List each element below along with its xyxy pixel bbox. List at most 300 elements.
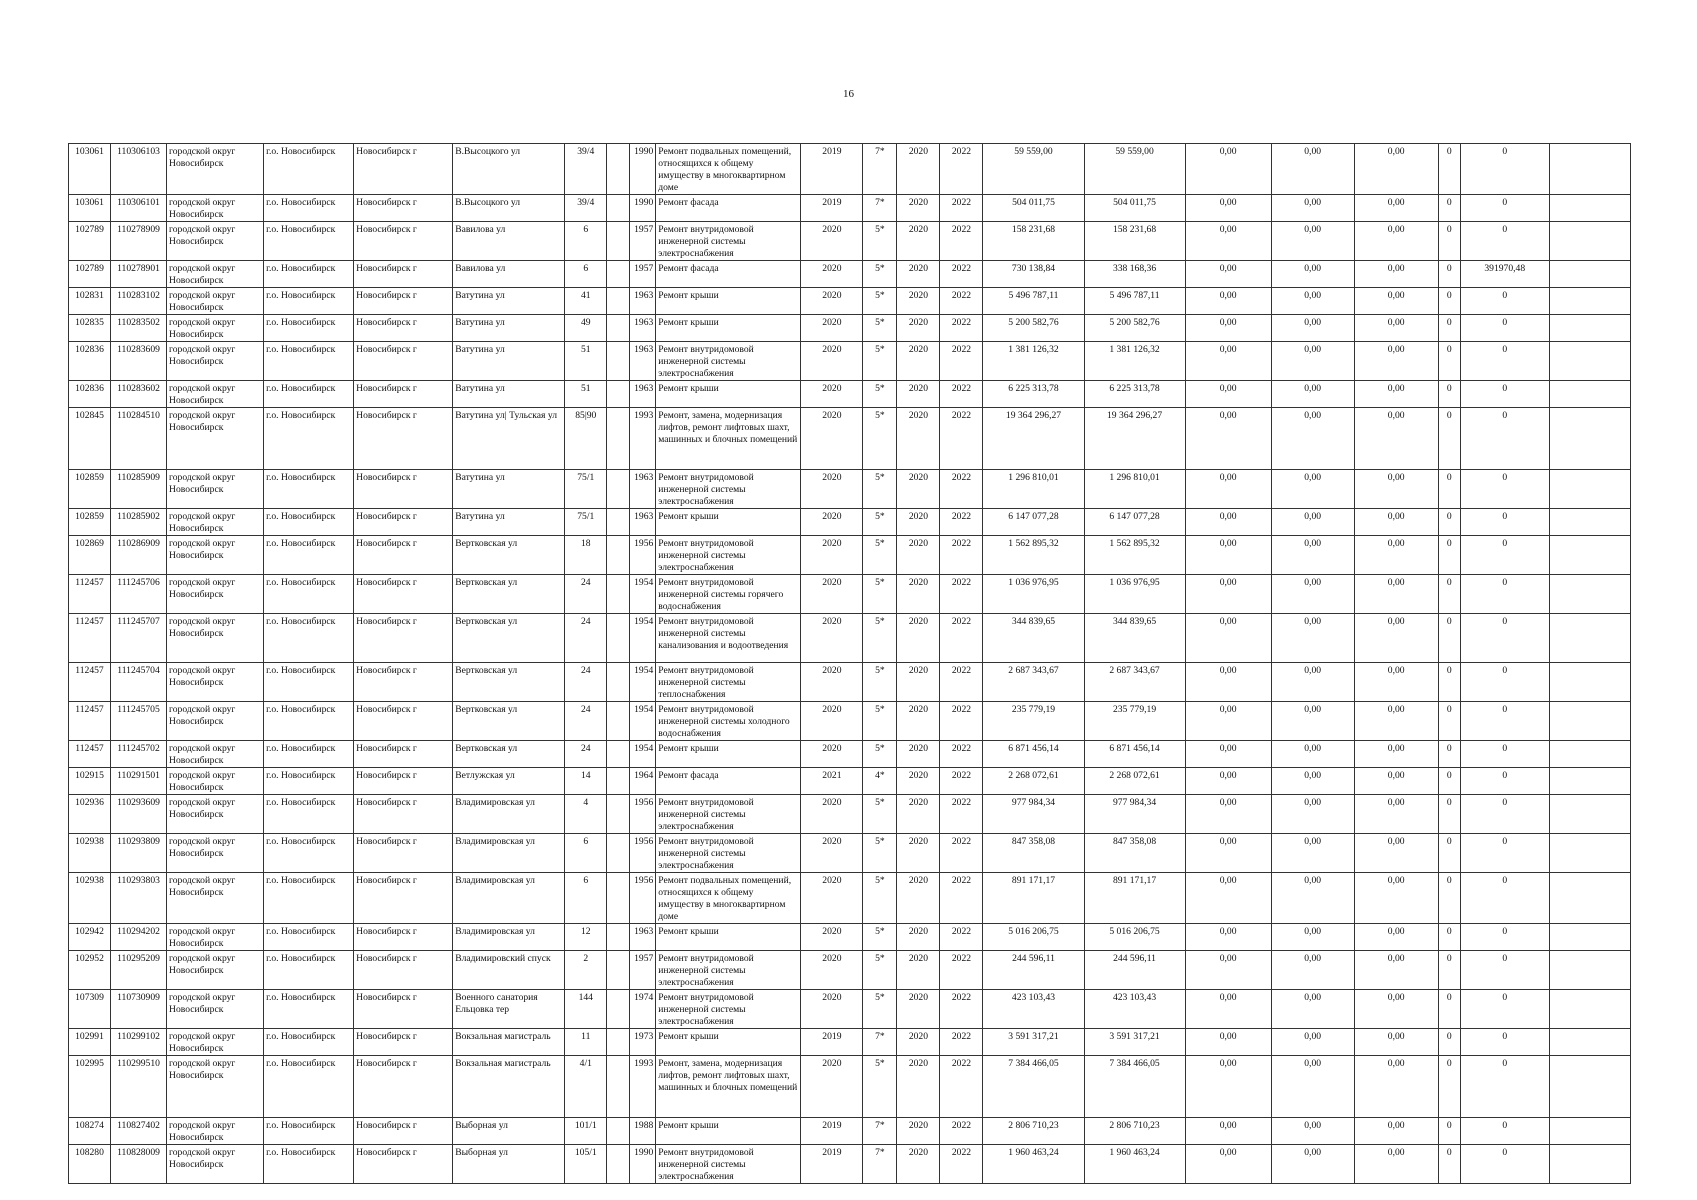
table-row bbox=[69, 509, 1631, 536]
cell-budget-federal: 0,00 bbox=[1185, 614, 1271, 663]
cell-year-built: 1954 bbox=[630, 575, 656, 614]
cell-fund-cost: 5 496 787,11 bbox=[1084, 288, 1185, 315]
cell-letter bbox=[607, 288, 630, 315]
cell-other-funds: 0 bbox=[1460, 663, 1549, 702]
cell-note bbox=[1549, 222, 1630, 261]
cell-work-type: Ремонт крыши bbox=[656, 1029, 801, 1056]
cell-municipal-district: г.о. Новосибирск bbox=[264, 795, 354, 834]
cell-municipal-district: г.о. Новосибирск bbox=[264, 222, 354, 261]
cell-note bbox=[1549, 470, 1630, 509]
cell-locality: Новосибирск г bbox=[354, 990, 453, 1029]
cell-start-year: 2020 bbox=[897, 614, 940, 663]
cell-house-id: 102938 bbox=[69, 834, 111, 873]
cell-fund-cost: 344 839,65 bbox=[1084, 614, 1185, 663]
cell-budget-regional: 0,00 bbox=[1271, 195, 1354, 222]
table-row bbox=[69, 144, 1631, 195]
cell-fund-cost: 977 984,34 bbox=[1084, 795, 1185, 834]
cell-municipality: городской округ Новосибирск bbox=[167, 408, 264, 470]
cell-work-type: Ремонт, замена, модернизация лифтов, ремонт лифтовых шахт, машинных и блочных помещений bbox=[656, 408, 801, 470]
cell-municipal-district: г.о. Новосибирск bbox=[264, 834, 354, 873]
cell-budget-regional: 0,00 bbox=[1271, 834, 1354, 873]
cell-fund-cost: 1 381 126,32 bbox=[1084, 342, 1185, 381]
cell-house-number: 2 bbox=[565, 951, 607, 990]
cell-category: 5* bbox=[863, 990, 897, 1029]
cell-budget-local: 0,00 bbox=[1354, 1029, 1438, 1056]
cell-end-year: 2022 bbox=[940, 663, 983, 702]
cell-budget-regional: 0,00 bbox=[1271, 1029, 1354, 1056]
cell-budget-regional: 0,00 bbox=[1271, 1145, 1354, 1184]
cell-note bbox=[1549, 509, 1630, 536]
cell-other-funds: 0 bbox=[1460, 381, 1549, 408]
cell-work-type: Ремонт внутридомовой инженерной системы электроснабжения bbox=[656, 795, 801, 834]
table-row bbox=[69, 195, 1631, 222]
cell-budget-local: 0,00 bbox=[1354, 470, 1438, 509]
cell-work-id: 110295209 bbox=[111, 951, 167, 990]
cell-budget-federal: 0,00 bbox=[1185, 990, 1271, 1029]
cell-category: 5* bbox=[863, 663, 897, 702]
cell-house-id: 102789 bbox=[69, 222, 111, 261]
cell-street: Вертковская ул bbox=[453, 614, 565, 663]
cell-locality: Новосибирск г bbox=[354, 663, 453, 702]
cell-category: 5* bbox=[863, 614, 897, 663]
cell-year-built: 1990 bbox=[630, 1145, 656, 1184]
cell-house-number: 4 bbox=[565, 795, 607, 834]
cell-fund-cost: 7 384 466,05 bbox=[1084, 1056, 1185, 1118]
cell-end-year: 2022 bbox=[940, 575, 983, 614]
cell-work-type: Ремонт внутридомовой инженерной системы электроснабжения bbox=[656, 536, 801, 575]
cell-budget-regional: 0,00 bbox=[1271, 741, 1354, 768]
cell-note bbox=[1549, 195, 1630, 222]
cell-budget-local: 0,00 bbox=[1354, 768, 1438, 795]
cell-budget-regional: 0,00 bbox=[1271, 575, 1354, 614]
cell-work-type: Ремонт крыши bbox=[656, 924, 801, 951]
cell-year-built: 1973 bbox=[630, 1029, 656, 1056]
cell-fund-cost: 6 225 313,78 bbox=[1084, 381, 1185, 408]
cell-work-id: 110291501 bbox=[111, 768, 167, 795]
cell-other-funds: 0 bbox=[1460, 470, 1549, 509]
cell-budget-regional: 0,00 bbox=[1271, 990, 1354, 1029]
cell-budget-federal: 0,00 bbox=[1185, 795, 1271, 834]
cell-note bbox=[1549, 924, 1630, 951]
cell-note bbox=[1549, 261, 1630, 288]
cell-year-built: 1954 bbox=[630, 741, 656, 768]
cell-year-built: 1957 bbox=[630, 222, 656, 261]
table-row bbox=[69, 575, 1631, 614]
cell-year-built: 1963 bbox=[630, 381, 656, 408]
cell-work-id: 110293803 bbox=[111, 873, 167, 924]
cell-house-id: 102938 bbox=[69, 873, 111, 924]
table-row bbox=[69, 342, 1631, 381]
cell-budget-regional: 0,00 bbox=[1271, 924, 1354, 951]
cell-municipal-district: г.о. Новосибирск bbox=[264, 288, 354, 315]
cell-fund-cost: 423 103,43 bbox=[1084, 990, 1185, 1029]
cell-category: 5* bbox=[863, 924, 897, 951]
cell-municipal-district: г.о. Новосибирск bbox=[264, 381, 354, 408]
cell-note bbox=[1549, 951, 1630, 990]
cell-start-year: 2020 bbox=[897, 536, 940, 575]
cell-work-id: 110730909 bbox=[111, 990, 167, 1029]
cell-budget-local: 0,00 bbox=[1354, 924, 1438, 951]
cell-start-year: 2020 bbox=[897, 470, 940, 509]
cell-municipality: городской округ Новосибирск bbox=[167, 951, 264, 990]
cell-municipality: городской округ Новосибирск bbox=[167, 222, 264, 261]
cell-year-built: 1954 bbox=[630, 614, 656, 663]
cell-street: Вертковская ул bbox=[453, 536, 565, 575]
cell-house-number: 39/4 bbox=[565, 195, 607, 222]
cell-end-year: 2022 bbox=[940, 408, 983, 470]
table-row bbox=[69, 834, 1631, 873]
cell-other-funds: 0 bbox=[1460, 1118, 1549, 1145]
cell-work-type: Ремонт крыши bbox=[656, 315, 801, 342]
cell-street: Военного санатория Ельцовка тер bbox=[453, 990, 565, 1029]
cell-budget-federal: 0,00 bbox=[1185, 1118, 1271, 1145]
cell-work-id: 110285909 bbox=[111, 470, 167, 509]
cell-category: 7* bbox=[863, 1029, 897, 1056]
cell-street: Ватутина ул bbox=[453, 381, 565, 408]
cell-end-year: 2022 bbox=[940, 614, 983, 663]
cell-budget-regional: 0,00 bbox=[1271, 768, 1354, 795]
cell-street: В.Высоцкого ул bbox=[453, 195, 565, 222]
cell-letter bbox=[607, 990, 630, 1029]
cell-municipality: городской округ Новосибирск bbox=[167, 795, 264, 834]
cell-plan-year: 2020 bbox=[801, 990, 863, 1029]
cell-budget-local: 0,00 bbox=[1354, 575, 1438, 614]
cell-other-funds: 0 bbox=[1460, 741, 1549, 768]
cell-letter bbox=[607, 1118, 630, 1145]
table-row bbox=[69, 741, 1631, 768]
cell-work-type: Ремонт крыши bbox=[656, 741, 801, 768]
cell-end-year: 2022 bbox=[940, 315, 983, 342]
cell-start-year: 2020 bbox=[897, 381, 940, 408]
cell-total-cost: 1 296 810,01 bbox=[983, 470, 1084, 509]
cell-municipality: городской округ Новосибирск bbox=[167, 536, 264, 575]
cell-total-cost: 847 358,08 bbox=[983, 834, 1084, 873]
cell-budget-regional: 0,00 bbox=[1271, 702, 1354, 741]
cell-start-year: 2020 bbox=[897, 834, 940, 873]
cell-work-id: 110293609 bbox=[111, 795, 167, 834]
cell-work-id: 110294202 bbox=[111, 924, 167, 951]
cell-total-cost: 977 984,34 bbox=[983, 795, 1084, 834]
cell-work-id: 110278909 bbox=[111, 222, 167, 261]
cell-house-id: 102991 bbox=[69, 1029, 111, 1056]
cell-locality: Новосибирск г bbox=[354, 924, 453, 951]
cell-plan-year: 2021 bbox=[801, 768, 863, 795]
cell-budget-federal: 0,00 bbox=[1185, 261, 1271, 288]
cell-work-type: Ремонт внутридомовой инженерной системы электроснабжения bbox=[656, 990, 801, 1029]
cell-total-cost: 19 364 296,27 bbox=[983, 408, 1084, 470]
cell-municipality: городской округ Новосибирск bbox=[167, 834, 264, 873]
cell-other-funds: 0 bbox=[1460, 795, 1549, 834]
cell-category: 5* bbox=[863, 470, 897, 509]
cell-house-number: 49 bbox=[565, 315, 607, 342]
cell-year-built: 1964 bbox=[630, 768, 656, 795]
cell-municipality: городской округ Новосибирск bbox=[167, 1029, 264, 1056]
cell-budget-federal: 0,00 bbox=[1185, 575, 1271, 614]
cell-plan-year: 2020 bbox=[801, 1056, 863, 1118]
cell-owner-share: 0 bbox=[1438, 951, 1460, 990]
cell-house-number: 18 bbox=[565, 536, 607, 575]
cell-house-number: 12 bbox=[565, 924, 607, 951]
cell-year-built: 1957 bbox=[630, 261, 656, 288]
cell-plan-year: 2020 bbox=[801, 381, 863, 408]
cell-street: В.Высоцкого ул bbox=[453, 144, 565, 195]
cell-other-funds: 0 bbox=[1460, 834, 1549, 873]
cell-budget-regional: 0,00 bbox=[1271, 1118, 1354, 1145]
cell-work-type: Ремонт подвальных помещений, относящихся к общему имуществу в многоквартирном доме bbox=[656, 144, 801, 195]
cell-municipal-district: г.о. Новосибирск bbox=[264, 195, 354, 222]
cell-end-year: 2022 bbox=[940, 873, 983, 924]
cell-house-id: 112457 bbox=[69, 663, 111, 702]
cell-locality: Новосибирск г bbox=[354, 614, 453, 663]
cell-work-id: 110286909 bbox=[111, 536, 167, 575]
cell-year-built: 1963 bbox=[630, 342, 656, 381]
cell-locality: Новосибирск г bbox=[354, 702, 453, 741]
cell-owner-share: 0 bbox=[1438, 741, 1460, 768]
cell-year-built: 1990 bbox=[630, 144, 656, 195]
cell-other-funds: 0 bbox=[1460, 614, 1549, 663]
cell-municipal-district: г.о. Новосибирск bbox=[264, 741, 354, 768]
cell-locality: Новосибирск г bbox=[354, 834, 453, 873]
cell-start-year: 2020 bbox=[897, 315, 940, 342]
cell-plan-year: 2020 bbox=[801, 873, 863, 924]
cell-category: 7* bbox=[863, 195, 897, 222]
cell-total-cost: 6 225 313,78 bbox=[983, 381, 1084, 408]
cell-house-id: 102995 bbox=[69, 1056, 111, 1118]
cell-municipality: городской округ Новосибирск bbox=[167, 990, 264, 1029]
cell-locality: Новосибирск г bbox=[354, 1029, 453, 1056]
table-row bbox=[69, 702, 1631, 741]
cell-budget-regional: 0,00 bbox=[1271, 663, 1354, 702]
cell-locality: Новосибирск г bbox=[354, 795, 453, 834]
cell-locality: Новосибирск г bbox=[354, 315, 453, 342]
cell-budget-local: 0,00 bbox=[1354, 614, 1438, 663]
cell-year-built: 1963 bbox=[630, 924, 656, 951]
cell-budget-local: 0,00 bbox=[1354, 702, 1438, 741]
cell-street: Владимировская ул bbox=[453, 795, 565, 834]
cell-budget-federal: 0,00 bbox=[1185, 536, 1271, 575]
cell-house-id: 112457 bbox=[69, 614, 111, 663]
cell-fund-cost: 6 871 456,14 bbox=[1084, 741, 1185, 768]
cell-municipal-district: г.о. Новосибирск bbox=[264, 536, 354, 575]
cell-municipality: городской округ Новосибирск bbox=[167, 261, 264, 288]
cell-municipality: городской округ Новосибирск bbox=[167, 663, 264, 702]
cell-budget-local: 0,00 bbox=[1354, 222, 1438, 261]
cell-budget-regional: 0,00 bbox=[1271, 408, 1354, 470]
cell-other-funds: 0 bbox=[1460, 1029, 1549, 1056]
cell-plan-year: 2020 bbox=[801, 288, 863, 315]
cell-other-funds: 0 bbox=[1460, 1145, 1549, 1184]
cell-work-id: 110306103 bbox=[111, 144, 167, 195]
cell-budget-local: 0,00 bbox=[1354, 342, 1438, 381]
cell-owner-share: 0 bbox=[1438, 834, 1460, 873]
cell-letter bbox=[607, 536, 630, 575]
cell-municipal-district: г.о. Новосибирск bbox=[264, 768, 354, 795]
table-row bbox=[69, 315, 1631, 342]
cell-municipal-district: г.о. Новосибирск bbox=[264, 873, 354, 924]
cell-owner-share: 0 bbox=[1438, 702, 1460, 741]
cell-work-id: 110299102 bbox=[111, 1029, 167, 1056]
cell-other-funds: 0 bbox=[1460, 768, 1549, 795]
cell-fund-cost: 6 147 077,28 bbox=[1084, 509, 1185, 536]
cell-note bbox=[1549, 342, 1630, 381]
cell-note bbox=[1549, 1118, 1630, 1145]
cell-category: 5* bbox=[863, 408, 897, 470]
cell-municipal-district: г.о. Новосибирск bbox=[264, 702, 354, 741]
cell-owner-share: 0 bbox=[1438, 768, 1460, 795]
cell-budget-federal: 0,00 bbox=[1185, 288, 1271, 315]
cell-street: Ватутина ул bbox=[453, 509, 565, 536]
cell-total-cost: 5 016 206,75 bbox=[983, 924, 1084, 951]
cell-municipality: городской округ Новосибирск bbox=[167, 1056, 264, 1118]
cell-end-year: 2022 bbox=[940, 144, 983, 195]
cell-start-year: 2020 bbox=[897, 663, 940, 702]
cell-year-built: 1956 bbox=[630, 834, 656, 873]
cell-category: 7* bbox=[863, 1118, 897, 1145]
cell-budget-federal: 0,00 bbox=[1185, 195, 1271, 222]
cell-plan-year: 2019 bbox=[801, 1145, 863, 1184]
cell-owner-share: 0 bbox=[1438, 1056, 1460, 1118]
cell-category: 5* bbox=[863, 536, 897, 575]
cell-street: Ватутина ул| Тульская ул bbox=[453, 408, 565, 470]
cell-year-built: 1993 bbox=[630, 408, 656, 470]
cell-owner-share: 0 bbox=[1438, 470, 1460, 509]
cell-work-type: Ремонт фасада bbox=[656, 195, 801, 222]
cell-street: Ватутина ул bbox=[453, 315, 565, 342]
cell-other-funds: 391970,48 bbox=[1460, 261, 1549, 288]
cell-locality: Новосибирск г bbox=[354, 342, 453, 381]
cell-plan-year: 2019 bbox=[801, 144, 863, 195]
cell-end-year: 2022 bbox=[940, 1029, 983, 1056]
cell-budget-local: 0,00 bbox=[1354, 873, 1438, 924]
cell-total-cost: 1 562 895,32 bbox=[983, 536, 1084, 575]
cell-total-cost: 7 384 466,05 bbox=[983, 1056, 1084, 1118]
table-row bbox=[69, 614, 1631, 663]
cell-end-year: 2022 bbox=[940, 509, 983, 536]
cell-street: Вертковская ул bbox=[453, 575, 565, 614]
cell-note bbox=[1549, 381, 1630, 408]
cell-plan-year: 2020 bbox=[801, 614, 863, 663]
cell-start-year: 2020 bbox=[897, 951, 940, 990]
table-row bbox=[69, 288, 1631, 315]
cell-total-cost: 2 268 072,61 bbox=[983, 768, 1084, 795]
cell-note bbox=[1549, 741, 1630, 768]
cell-budget-local: 0,00 bbox=[1354, 1118, 1438, 1145]
cell-house-number: 51 bbox=[565, 381, 607, 408]
cell-fund-cost: 504 011,75 bbox=[1084, 195, 1185, 222]
cell-street: Вертковская ул bbox=[453, 741, 565, 768]
cell-plan-year: 2020 bbox=[801, 702, 863, 741]
cell-budget-federal: 0,00 bbox=[1185, 315, 1271, 342]
cell-locality: Новосибирск г bbox=[354, 470, 453, 509]
cell-year-built: 1963 bbox=[630, 509, 656, 536]
cell-note bbox=[1549, 536, 1630, 575]
cell-plan-year: 2020 bbox=[801, 315, 863, 342]
cell-work-id: 110284510 bbox=[111, 408, 167, 470]
cell-street: Ветлужская ул bbox=[453, 768, 565, 795]
cell-budget-federal: 0,00 bbox=[1185, 663, 1271, 702]
cell-work-id: 110285902 bbox=[111, 509, 167, 536]
cell-budget-local: 0,00 bbox=[1354, 509, 1438, 536]
cell-budget-local: 0,00 bbox=[1354, 741, 1438, 768]
page-number: 16 bbox=[843, 88, 854, 100]
cell-locality: Новосибирск г bbox=[354, 144, 453, 195]
cell-municipality: городской округ Новосибирск bbox=[167, 702, 264, 741]
cell-locality: Новосибирск г bbox=[354, 222, 453, 261]
cell-other-funds: 0 bbox=[1460, 144, 1549, 195]
cell-house-id: 112457 bbox=[69, 741, 111, 768]
cell-note bbox=[1549, 1145, 1630, 1184]
cell-budget-regional: 0,00 bbox=[1271, 222, 1354, 261]
cell-owner-share: 0 bbox=[1438, 1145, 1460, 1184]
cell-letter bbox=[607, 470, 630, 509]
cell-locality: Новосибирск г bbox=[354, 408, 453, 470]
cell-budget-local: 0,00 bbox=[1354, 1145, 1438, 1184]
cell-municipal-district: г.о. Новосибирск bbox=[264, 408, 354, 470]
cell-house-id: 102859 bbox=[69, 509, 111, 536]
cell-budget-local: 0,00 bbox=[1354, 315, 1438, 342]
cell-house-number: 6 bbox=[565, 261, 607, 288]
cell-municipality: городской округ Новосибирск bbox=[167, 288, 264, 315]
cell-house-id: 102831 bbox=[69, 288, 111, 315]
cell-locality: Новосибирск г bbox=[354, 951, 453, 990]
cell-end-year: 2022 bbox=[940, 195, 983, 222]
cell-other-funds: 0 bbox=[1460, 408, 1549, 470]
cell-house-id: 112457 bbox=[69, 575, 111, 614]
cell-total-cost: 423 103,43 bbox=[983, 990, 1084, 1029]
cell-end-year: 2022 bbox=[940, 768, 983, 795]
cell-budget-federal: 0,00 bbox=[1185, 1145, 1271, 1184]
cell-note bbox=[1549, 873, 1630, 924]
cell-municipality: городской округ Новосибирск bbox=[167, 873, 264, 924]
cell-municipality: городской округ Новосибирск bbox=[167, 741, 264, 768]
cell-total-cost: 158 231,68 bbox=[983, 222, 1084, 261]
cell-note bbox=[1549, 1056, 1630, 1118]
cell-work-id: 110306101 bbox=[111, 195, 167, 222]
cell-house-id: 102869 bbox=[69, 536, 111, 575]
cell-work-type: Ремонт подвальных помещений, относящихся к общему имуществу в многоквартирном доме bbox=[656, 873, 801, 924]
cell-house-id: 102835 bbox=[69, 315, 111, 342]
cell-start-year: 2020 bbox=[897, 768, 940, 795]
cell-total-cost: 2 687 343,67 bbox=[983, 663, 1084, 702]
table-row bbox=[69, 381, 1631, 408]
cell-other-funds: 0 bbox=[1460, 924, 1549, 951]
cell-end-year: 2022 bbox=[940, 261, 983, 288]
cell-budget-local: 0,00 bbox=[1354, 663, 1438, 702]
cell-budget-regional: 0,00 bbox=[1271, 1056, 1354, 1118]
cell-note bbox=[1549, 990, 1630, 1029]
cell-year-built: 1963 bbox=[630, 470, 656, 509]
cell-letter bbox=[607, 702, 630, 741]
cell-municipality: городской округ Новосибирск bbox=[167, 470, 264, 509]
cell-budget-local: 0,00 bbox=[1354, 536, 1438, 575]
cell-house-number: 101/1 bbox=[565, 1118, 607, 1145]
cell-plan-year: 2019 bbox=[801, 195, 863, 222]
cell-note bbox=[1549, 144, 1630, 195]
cell-municipality: городской округ Новосибирск bbox=[167, 614, 264, 663]
cell-category: 5* bbox=[863, 222, 897, 261]
cell-work-type: Ремонт крыши bbox=[656, 509, 801, 536]
cell-owner-share: 0 bbox=[1438, 873, 1460, 924]
table-row bbox=[69, 222, 1631, 261]
cell-category: 4* bbox=[863, 768, 897, 795]
cell-house-id: 102859 bbox=[69, 470, 111, 509]
cell-house-number: 105/1 bbox=[565, 1145, 607, 1184]
cell-house-id: 112457 bbox=[69, 702, 111, 741]
cell-street: Вертковская ул bbox=[453, 702, 565, 741]
cell-municipal-district: г.о. Новосибирск bbox=[264, 663, 354, 702]
cell-total-cost: 235 779,19 bbox=[983, 702, 1084, 741]
cell-municipality: городской округ Новосибирск bbox=[167, 1145, 264, 1184]
